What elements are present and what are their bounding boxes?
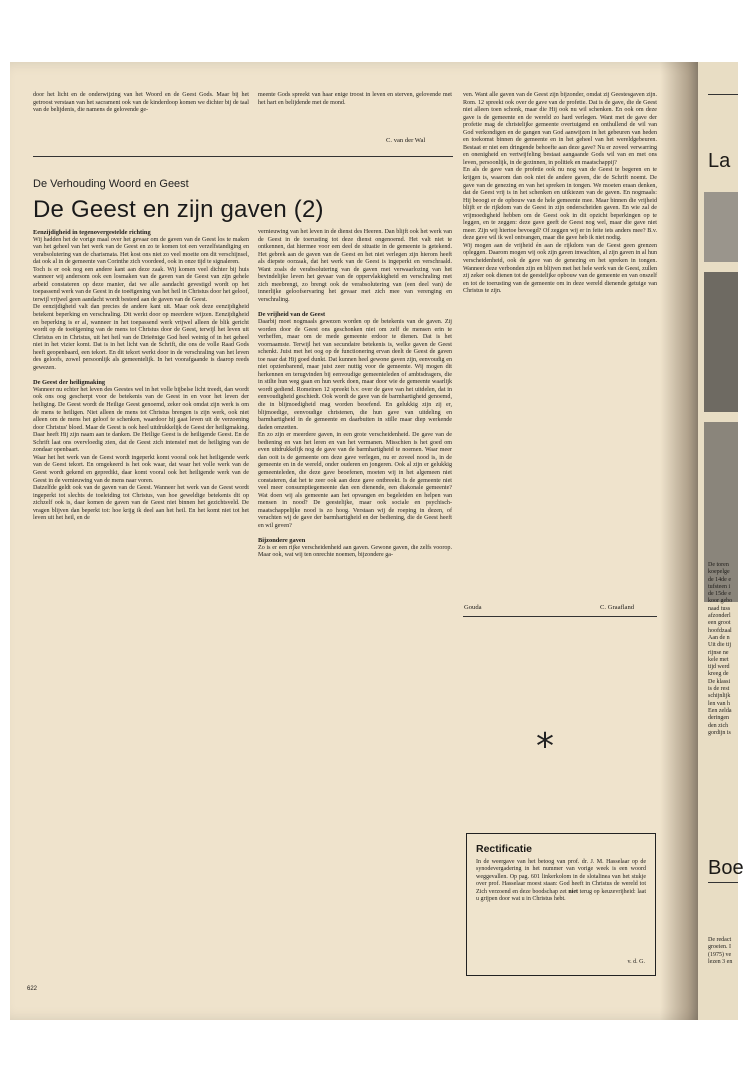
- caption-line: de 15de e: [708, 591, 731, 598]
- article-title: De Geest en zijn gaven (2): [33, 196, 324, 223]
- caption-line: rijnse ne: [708, 649, 729, 656]
- subheading-vrijheid: De vrijheid van de Geest: [258, 311, 326, 319]
- intro-signature: C. van der Wal: [386, 137, 426, 144]
- paragraph: Toch is er ook nog een andere kant aan deze zaak. Wij komen veel dichter bij huis wanneer wij andersom ook een losmaken van de gaven van de Geest van zijn gehele arbeid constateren op deze manier, dat we alle aandacht gevestigd wordt op het toepassend werk van de Geest in de toeëigening van het heil in Christus door het geloof, terwijl vrijwel geen aandacht wordt besteed aan de gaven van de Geest.: [33, 266, 249, 303]
- next-page-photo-1: [704, 192, 738, 262]
- caption-line: len van h: [708, 700, 730, 707]
- paragraph: Zo is er een rijke verscheidenheid aan gaven. Gewone gaven, die zelfs voorop. Maar ook, wat wij ten onrechte noemen, bijzondere ga-: [258, 544, 452, 559]
- caption-line: hoofdzaal: [708, 627, 732, 634]
- next-page-mid-rule: [708, 882, 738, 883]
- caption-line: koor gebo: [708, 598, 733, 605]
- caption-line: afzonderl: [708, 613, 731, 620]
- caption-line: gordijn is: [708, 729, 731, 736]
- article-column-3: [463, 92, 657, 296]
- next-page-heading: La: [708, 150, 731, 172]
- paragraph: Datzelfde geldt ook van de gaven van de Geest. Wanneer het werk van de Geest wordt ingeperkt tot slechts de toeleiding tot Christus, van hoe geweldige betekenis dit op zichzelf ook is, daar komen de gaven van de Geest niet binnen het gezichtsveld. De vragen blijven dan beperkt tot: hoe krijg ik deel aan het heil. En het komt niet tot het leven uit het heil, en de: [33, 485, 249, 522]
- caption-line: De toren: [708, 562, 729, 568]
- caption-line: tufsteen i: [708, 583, 731, 590]
- caption-line: is de rest: [708, 686, 730, 693]
- next-page-photo-2: [704, 272, 738, 412]
- subheading-eenzijdigheid: Eenzijdigheid in tegenovergestelde richting: [33, 229, 151, 236]
- paragraph: Wanneer nu echter het leven des Geestes wel in het volle bijbelse licht treedt, dan wordt ook ons oog gescherpt voor de betekenis van de Geest in en voor het leven der heiliging. De Geest wordt de Heilige Geest genoemd, zeker ook omdat zijn werk is om de mens te heiligen. Niet alleen de mens tot Christus brengen is zijn werk, ook niet alleen om de mens het geloof te schenken, waardoor hij gaat leven uit de verzoening door Christus' bloed. Maar de Geest is ook heel uitdrukkelijk de Geest der heiligmaking. Daar heeft Hij zijn naam aan te danken. De Heilige Geest is de heiligende Geest. En de Schrift laat ons overvloedig zien, dat de Geest zich intensief met de heiliging van de zondaar openbaart.: [33, 386, 249, 454]
- next-page-heading-2: Boe: [708, 857, 744, 879]
- paragraph: Wij mogen aan de vrijheid én aan de rijkdom van de Geest geen grenzen opleggen. Daarom mogen wij ook zijn gaven inwachten, al zijn gaven in al hun verscheidenheid, ook de gave van de genezing en het spreken in tongen. Wanneer deze verbonden zijn en blijven met het hele werk van de Geest, zullen zij zeker ook dienen tot de geestelijke opbouw van de gemeente en van onszelf en tot de toerusting van de gemeente om in deze wereld dienende getuige van Christus te zijn.: [463, 242, 657, 295]
- caption-line: de 14de e: [708, 576, 731, 583]
- caption-line: deringen: [708, 715, 729, 722]
- caption-line: kele met: [708, 656, 729, 663]
- paragraph: En zo zijn er meerdere gaven, in een grote verscheidenheid. De gave van de bediening en van het leren en van het vermanen. Misschien is het goed om even uitdrukkelijk nog de gave van de barmhartigheid te noemen. Waar meer dan ooit is de gemeente om deze gave verlegen, nu er zoveel nood is, in de gemeente en in de wereld, onder ouderen en jongeren. Ook al zijn er gelukkig gemeenteleden, die deze gave beoefenen, moeten wij in het algemeen niet constateren, dat het te zeer ook aan deze gave ontbreekt. Is de gemeente niet veel meer consumptiegemeente dan een dienende, een diakonale gemeente? Wat doen wij als gemeente aan het opvangen en begeleiden en helpen van mensen in nood? De geestelijke, maar ook sociale en psychisch-maatschappelijke nood is zo hoog. Verstaan wij de roeping in dezen, of verachten wij de gave der barmhartigheid en der bediening, die de Geest heeft en wil geven?: [258, 432, 452, 529]
- intro-divider: [33, 156, 453, 157]
- paragraph: ven. Want alle gaven van de Geest zijn bijzonder, omdat zij Geestesgaven zijn. Rom. 12 spreekt ook over de gave van de profetie. Dat is de gave, die de Geest niet alleen toen schonk, maar die Hij ook nu wil schenken. En ook om deze gave is de gemeente en de wereld zo hard verlegen. Want met de gave der profetie mag de christelijke gemeente overtuigend en onthullend de wil van God verkondigen en de gangen van God aanwijzen in het gebeuren van heden en toekomst binnen de gemeente en in het geheel van het wereldgebeuren. Bestaat er niet een dringende behoefte aan deze gave? Nu er zoveel verwarring en onenigheid en vertwijfeling bestaat aangaande Gods wil van en met ons leven, persoonlijk, in de gezinnen, in politiek en maatschappij?: [463, 92, 657, 166]
- paragraph: vernieuwing van het leven in de dienst des Heeren. Dan blijft ook het werk van de Geest in de toerusting tot deze dienst ongenoemd. Het valt niet te ontkennen, dat hiermee voor een deel de situatie in de gemeente is getekend. Het gebrek aan de gaven van de Geest en het niet verlegen zijn hierom heeft als diepste oorzaak, dat het werk van de Geest is ingeperkt en verschraald. Want zoals de verabsolutering van de gaven met verwaarlozing van het bevindelijke leven het gevaar van de oppervlakkigheid en verschraling met zich meebrengt, zo brengt ook de verabsolutering van (een deel van) de innerlijke geloofservaring het gevaar met zich mee van verenging en verschraling.: [258, 229, 452, 303]
- article-column-2: [258, 229, 452, 560]
- caption-line: De klassi: [708, 678, 731, 685]
- paragraph: Daarbij moet nogmaals gewezen worden op de betekenis van de gaven. Zij worden door de Geest ons geschonken niet om zelf de mensen erin te verheffen, maar om de mede gemeente erdoor te dienen. Dat is het voornaamste. Terwijl het van secundaire betekenis is, welke gaven de Geest schenkt. Juist met het oog op de functionering ervan deelt de Geest de gaven toe naar dat Hij goed dunkt. Dat kunnen heel gewone gaven zijn, eenvoudig en niet opzienbarend, maar juist zeer nuttig voor de gemeente. Wij mogen dit herkennen en terugvinden bij eenvoudige gemeenteleden of ambtsdragers, die in stilte hun weg gaan en hun werk doen, maar door wie de gemeente waarlijk wordt gediend. Romeinen 12 spreekt b.v. over de gave van het uitdelen, dat in eenvoudigheid geschiedt. Ook wordt de gave van de barmhartigheid genoemd, die in blijmoedigheid mag worden beoefend. En gelukkig zijn zij er, blijmoedige, eenvoudige christenen, die hun gave van uitdeling en barmhartigheid in de gemeente en daarbuiten in stille maar diep werkende daden omzetten.: [258, 319, 452, 431]
- article-place: Gouda: [464, 604, 482, 611]
- caption-line: Uit die tij: [708, 642, 731, 649]
- subheading-bijzondere-gaven: Bijzondere gaven: [258, 537, 306, 545]
- rectificatie-title: Rectificatie: [476, 843, 533, 855]
- article-signature: C. Graafland: [600, 604, 635, 611]
- caption-line: naad tuss: [708, 605, 731, 612]
- caption-line: tijd werd: [708, 664, 730, 671]
- subheading-heiligmaking: De Geest der heiligmaking: [33, 379, 106, 387]
- article-column-1: [33, 229, 249, 523]
- intro-text-2: meente Gods spreekt van haar enige troost in leven en sterven, gelovende met het hart en belijdende met de mond.: [258, 92, 452, 106]
- paragraph: De eenzijdigheid valt dan precies de andere kant uit. Maar ook deze eenzijdigheid betekent beperking en verschraling. Dit werkt door op meerdere wijzen. Eenzijdigheid en beperking is er al, wanneer in het toepassend werk vrijwel alleen de blik gericht wordt op de toeëigening van de mens tot Christus door de Geest, terwijl het leven uit Christus en in Christus, uit het heil van de Drieënige God heel weinig of in het geheel niet in het vizier komt. Dat is in het licht van de Schrift, die ons de volle Raad Gods heeft geopenbaard, een tekort. En dit tekort werkt door in de verschraling van het leven des geloofs, zowel persoonlijk als gemeentelijk. In het voorafgaande is daarop reeds gewezen.: [33, 304, 249, 371]
- intro-text-1: door het licht en de onderwijzing van het Woord en de Geest Gods. Maar bij het getroost verstaan van het sacrament ook van de kinderdoop komen we dichter bij de taal van de belijdenis, die namens de gelovende ge-: [33, 92, 249, 114]
- bottom-line: groeien. I: [708, 944, 731, 951]
- rectificatie-text-after: terug op keuzevrijheid: laat u grijpen door wat u in Christus hebt.: [476, 888, 646, 903]
- page-gutter-shadow: [660, 62, 700, 1020]
- rectificatie-signature: v. d. G.: [627, 959, 645, 965]
- next-page-intro: [708, 937, 732, 966]
- bottom-line: De redact: [708, 937, 732, 943]
- intro-column-1: [33, 92, 249, 115]
- caption-line: schijnlijk: [708, 693, 731, 700]
- intro-column-2: [258, 92, 452, 107]
- paragraph: Waar het het werk van de Geest wordt ingeperkt komt vooral ook het heiligende werk van de Geest tekort. En omgekeerd is het ook waar, dat waar het volle werk van de Geest wordt gekend en gepredikt, daar komt vooral ook het heiligende werk van de Geest in de vernieuwing van de mens naar voren.: [33, 454, 249, 484]
- caption-line: kreeg de: [708, 671, 729, 678]
- caption-line: den zich: [708, 722, 729, 729]
- next-page-fragment: [698, 62, 744, 1020]
- section-kicker: De Verhouding Woord en Geest: [33, 178, 189, 190]
- article-end-divider: [463, 616, 657, 617]
- rectificatie-box: [466, 833, 656, 976]
- next-page-top-rule: [708, 94, 738, 95]
- asterisk-ornament: *: [536, 726, 554, 767]
- rectificatie-text: [476, 859, 646, 903]
- caption-line: koepelge: [708, 569, 730, 576]
- rectificatie-emphasis: niet: [568, 888, 578, 895]
- paragraph: Wij hadden het de vorige maal over het gevaar om de gaven van de Geest los te maken van het geheel van het werk van de Geest en zo te komen tot een verzelfstandiging en verabsolutering van de charismata. Het kost ons niet zo veel moeite om dit verschijnsel, dat ook al in de gemeente van Corinthe zich voordeed, ook in onze tijd te signaleren.: [33, 236, 249, 266]
- rectificatie-text-before: In de weergave van het betoog van prof. dr. J. M. Hasselaar op de synodevergadering in het nummer van vorige week is een woord weggevallen. Op pag. 601 linkerkolom in de slotalinea van het stukje over prof. Hasselaar moest staan: God heeft in Christus de wereld tot Zich verzoend en deze boodschap zet: [476, 859, 646, 895]
- paragraph: En als de gave van de profetie ook nu nog van de Geest te begeren en te krijgen is, waarom dan ook niet de andere gaven, die de Schrift noemt. De gave van de genezing en van het spreken in tongen. We moeten eraan denken, dat de Geest vrij is in het schenken en uitkiezen van de gaven. En nogmaals: Hij beoogt er de opbouw van de hele gemeente mee. Maar binnen die vrijheid blijft er de rijkdom van de Geest in zijn onderscheiden gaven. En wie zal de vrijmoedigheid hebben om de Geest ook in dit opzicht beperkingen op te leggen, en te zeggen: deze gave geeft de Geest nog wel, maar die gave niet meer. Zijn wij hiertoe bevoegd? Of zeggen wij er in feite iets anders mee? B.v. deze gave wil ik wel ontvangen, maar die gave heb ik niet nodig.: [463, 167, 657, 242]
- bottom-line: (1975) ve: [708, 951, 732, 958]
- bottom-line: lezen 3 en: [708, 958, 733, 965]
- next-page-caption: [708, 562, 732, 737]
- caption-line: een groot: [708, 620, 731, 627]
- caption-line: Aan de n: [708, 634, 730, 641]
- page-number: 622: [27, 986, 38, 992]
- caption-line: Een zelda: [708, 707, 732, 714]
